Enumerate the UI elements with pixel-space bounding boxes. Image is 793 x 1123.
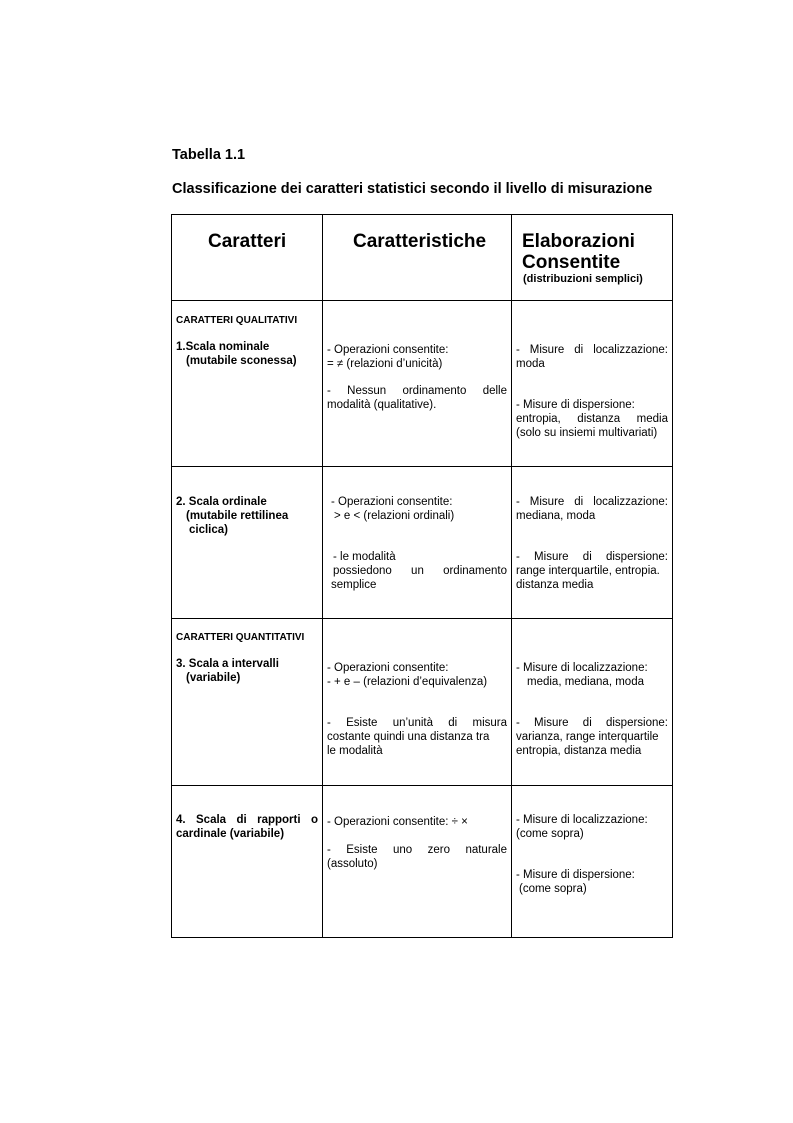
characteristic-text: semplice bbox=[331, 579, 377, 591]
row-name: 3. Scala a intervalli bbox=[176, 658, 279, 670]
section-label-qualitativi: CARATTERI QUALITATIVI bbox=[176, 315, 298, 326]
classification-table bbox=[171, 214, 673, 938]
section-label-quantitativi: CARATTERI QUANTITATIVI bbox=[176, 632, 305, 643]
table-title: Tabella 1.1 bbox=[172, 147, 246, 163]
operations-text: > e < (relazioni ordinali) bbox=[334, 510, 455, 522]
dispersion-text: varianza, range interquartile bbox=[516, 731, 659, 743]
characteristic-text: (assoluto) bbox=[327, 858, 378, 870]
dispersion-text: distanza media bbox=[516, 579, 594, 591]
characteristic-text: costante quindi una distanza tra bbox=[327, 731, 490, 743]
row-name: 4. Scala di rapporti o bbox=[176, 814, 318, 826]
localization-text: media, mediana, moda bbox=[527, 676, 644, 688]
operations-text: - Operazioni consentite: bbox=[327, 344, 449, 356]
row-name: (mutabile rettilinea bbox=[186, 510, 289, 522]
header-caratteri: Caratteri bbox=[208, 231, 287, 252]
localization-text: moda bbox=[516, 358, 545, 370]
characteristic-text: modalità (qualitative). bbox=[327, 399, 437, 411]
dispersion-text: (solo su insiemi multivariati) bbox=[516, 427, 658, 439]
localization-text: mediana, moda bbox=[516, 510, 596, 522]
operations-text: - + e – (relazioni d’equivalenza) bbox=[327, 676, 488, 688]
column-divider bbox=[322, 215, 323, 937]
operations-text: = ≠ (relazioni d’unicità) bbox=[327, 358, 443, 370]
row-divider bbox=[172, 785, 672, 786]
dispersion-text: range interquartile, entropia. bbox=[516, 565, 660, 577]
row-name: 2. Scala ordinale bbox=[176, 496, 267, 508]
row-divider bbox=[172, 466, 672, 467]
row-name: (mutabile sconessa) bbox=[186, 355, 297, 367]
dispersion-text: - Misure di dispersione: bbox=[516, 717, 668, 729]
row-name: cardinale (variabile) bbox=[176, 828, 285, 840]
characteristic-text: le modalità bbox=[327, 745, 383, 757]
header-elaborazioni: Elaborazioni bbox=[522, 231, 635, 252]
localization-text: (come sopra) bbox=[516, 828, 584, 840]
row-name: 1.Scala nominale bbox=[176, 341, 270, 353]
header-consentite: Consentite bbox=[522, 252, 621, 273]
row-divider bbox=[172, 300, 672, 301]
dispersion-text: - Misure di dispersione: bbox=[516, 551, 668, 563]
characteristic-text: possiedono un ordinamento bbox=[333, 565, 507, 577]
localization-text: - Misure di localizzazione: bbox=[516, 814, 648, 826]
dispersion-text: - Misure di dispersione: bbox=[516, 869, 635, 881]
characteristic-text: - Esiste uno zero naturale bbox=[327, 844, 507, 856]
row-divider bbox=[172, 618, 672, 619]
operations-text: - Operazioni consentite: bbox=[331, 496, 453, 508]
header-caratteristiche: Caratteristiche bbox=[353, 231, 487, 252]
operations-text: - Operazioni consentite: ÷ × bbox=[327, 816, 468, 828]
dispersion-text: entropia, distanza media bbox=[516, 413, 668, 425]
header-note: (distribuzioni semplici) bbox=[523, 273, 643, 285]
characteristic-text: - le modalità bbox=[333, 551, 396, 563]
dispersion-text: - Misure di dispersione: bbox=[516, 399, 635, 411]
characteristic-text: - Nessun ordinamento delle bbox=[327, 385, 507, 397]
dispersion-text: entropia, distanza media bbox=[516, 745, 642, 757]
localization-text: - Misure di localizzazione: bbox=[516, 662, 648, 674]
localization-text: - Misure di localizzazione: bbox=[516, 496, 668, 508]
row-name: ciclica) bbox=[189, 524, 228, 536]
row-name: (variabile) bbox=[186, 672, 241, 684]
characteristic-text: - Esiste un’unità di misura bbox=[327, 717, 507, 729]
column-divider bbox=[511, 215, 512, 937]
localization-text: - Misure di localizzazione: bbox=[516, 344, 668, 356]
dispersion-text: (come sopra) bbox=[519, 883, 587, 895]
table-subtitle: Classificazione dei caratteri statistici secondo il livello di misurazione bbox=[172, 181, 653, 197]
operations-text: - Operazioni consentite: bbox=[327, 662, 449, 674]
